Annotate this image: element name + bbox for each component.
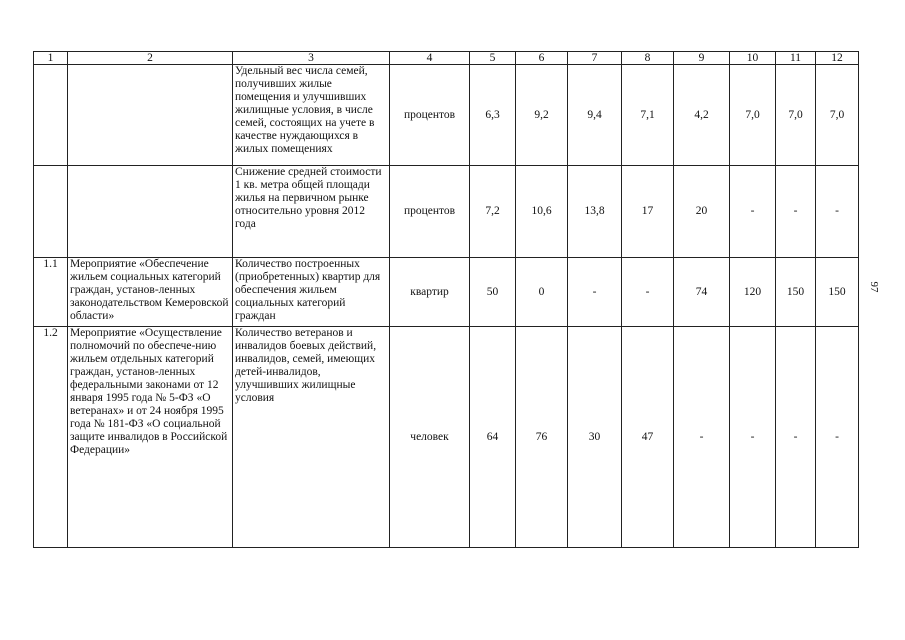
value-cell: 30 bbox=[568, 327, 622, 548]
event-name bbox=[68, 65, 233, 166]
row-index: 1.1 bbox=[34, 258, 68, 327]
value-cell: - bbox=[730, 166, 776, 258]
event-name: Мероприятие «Обеспечение жильем социальных категорий граждан, установ-ленных законодательством Кемеровской области» bbox=[68, 258, 233, 327]
value-cell: 13,8 bbox=[568, 166, 622, 258]
row-index: 1.2 bbox=[34, 327, 68, 548]
value-cell: - bbox=[622, 258, 674, 327]
value-cell: 0 bbox=[516, 258, 568, 327]
event-name bbox=[68, 166, 233, 258]
value-cell: - bbox=[568, 258, 622, 327]
value-cell: 9,2 bbox=[516, 65, 568, 166]
row-index bbox=[34, 65, 68, 166]
row-index bbox=[34, 166, 68, 258]
value-cell: 6,3 bbox=[470, 65, 516, 166]
table-header-row bbox=[34, 52, 859, 65]
value-cell: 76 bbox=[516, 327, 568, 548]
value-cell: 9,4 bbox=[568, 65, 622, 166]
value-cell: - bbox=[816, 166, 859, 258]
value-cell: - bbox=[674, 327, 730, 548]
unit-cell: процентов bbox=[390, 65, 470, 166]
unit-cell: квартир bbox=[390, 258, 470, 327]
column-header: 7 bbox=[568, 52, 622, 65]
value-cell: 17 bbox=[622, 166, 674, 258]
value-cell: 150 bbox=[816, 258, 859, 327]
unit-cell: процентов bbox=[390, 166, 470, 258]
value-cell: - bbox=[816, 327, 859, 548]
value-cell: 120 bbox=[730, 258, 776, 327]
value-cell: 7,1 bbox=[622, 65, 674, 166]
unit-cell: человек bbox=[390, 327, 470, 548]
column-header: 6 bbox=[516, 52, 568, 65]
column-header: 9 bbox=[674, 52, 730, 65]
value-cell: 150 bbox=[776, 258, 816, 327]
column-header: 1 bbox=[34, 52, 68, 65]
value-cell: 4,2 bbox=[674, 65, 730, 166]
page-number: 97 bbox=[868, 281, 880, 293]
value-cell: - bbox=[776, 327, 816, 548]
value-cell: 50 bbox=[470, 258, 516, 327]
table-row bbox=[34, 258, 859, 327]
indicator-name: Количество ветеранов и инвалидов боевых действий, инвалидов, семей, имеющих детей-инвалидов, улучшивших жилищные условия bbox=[233, 327, 390, 548]
indicator-name: Удельный вес числа семей, получивших жилые помещения и улучшивших жилищные условия, в числе семей, состоящих на учете в качестве нуждающихся в жилых помещениях bbox=[233, 65, 390, 166]
column-header: 8 bbox=[622, 52, 674, 65]
column-header: 10 bbox=[730, 52, 776, 65]
column-header: 12 bbox=[816, 52, 859, 65]
indicator-name: Количество построенных (приобретенных) квартир для обеспечения жильем социальных категорий граждан bbox=[233, 258, 390, 327]
table-row bbox=[34, 327, 859, 548]
table-row bbox=[34, 65, 859, 166]
column-header: 2 bbox=[68, 52, 233, 65]
value-cell: 7,2 bbox=[470, 166, 516, 258]
value-cell: 10,6 bbox=[516, 166, 568, 258]
value-cell: - bbox=[730, 327, 776, 548]
event-name: Мероприятие «Осуществление полномочий по обеспече-нию жильем отдельных категорий граждан, установ-ленных федеральными законами от 12 января 1995 года № 5-ФЗ «О ветеранах» и от 24 ноября 1995 года № 181-ФЗ «О социальной защите инвалидов в Российской Федерации» bbox=[68, 327, 233, 548]
indicator-name: Снижение средней стоимости 1 кв. метра общей площади жилья на первичном рынке относительно уровня 2012 года bbox=[233, 166, 390, 258]
value-cell: - bbox=[776, 166, 816, 258]
column-header: 4 bbox=[390, 52, 470, 65]
value-cell: 7,0 bbox=[776, 65, 816, 166]
value-cell: 20 bbox=[674, 166, 730, 258]
value-cell: 7,0 bbox=[816, 65, 859, 166]
value-cell: 47 bbox=[622, 327, 674, 548]
value-cell: 64 bbox=[470, 327, 516, 548]
table-row bbox=[34, 166, 859, 258]
value-cell: 7,0 bbox=[730, 65, 776, 166]
value-cell: 74 bbox=[674, 258, 730, 327]
column-header: 5 bbox=[470, 52, 516, 65]
column-header: 3 bbox=[233, 52, 390, 65]
column-header: 11 bbox=[776, 52, 816, 65]
indicator-table bbox=[33, 51, 859, 548]
